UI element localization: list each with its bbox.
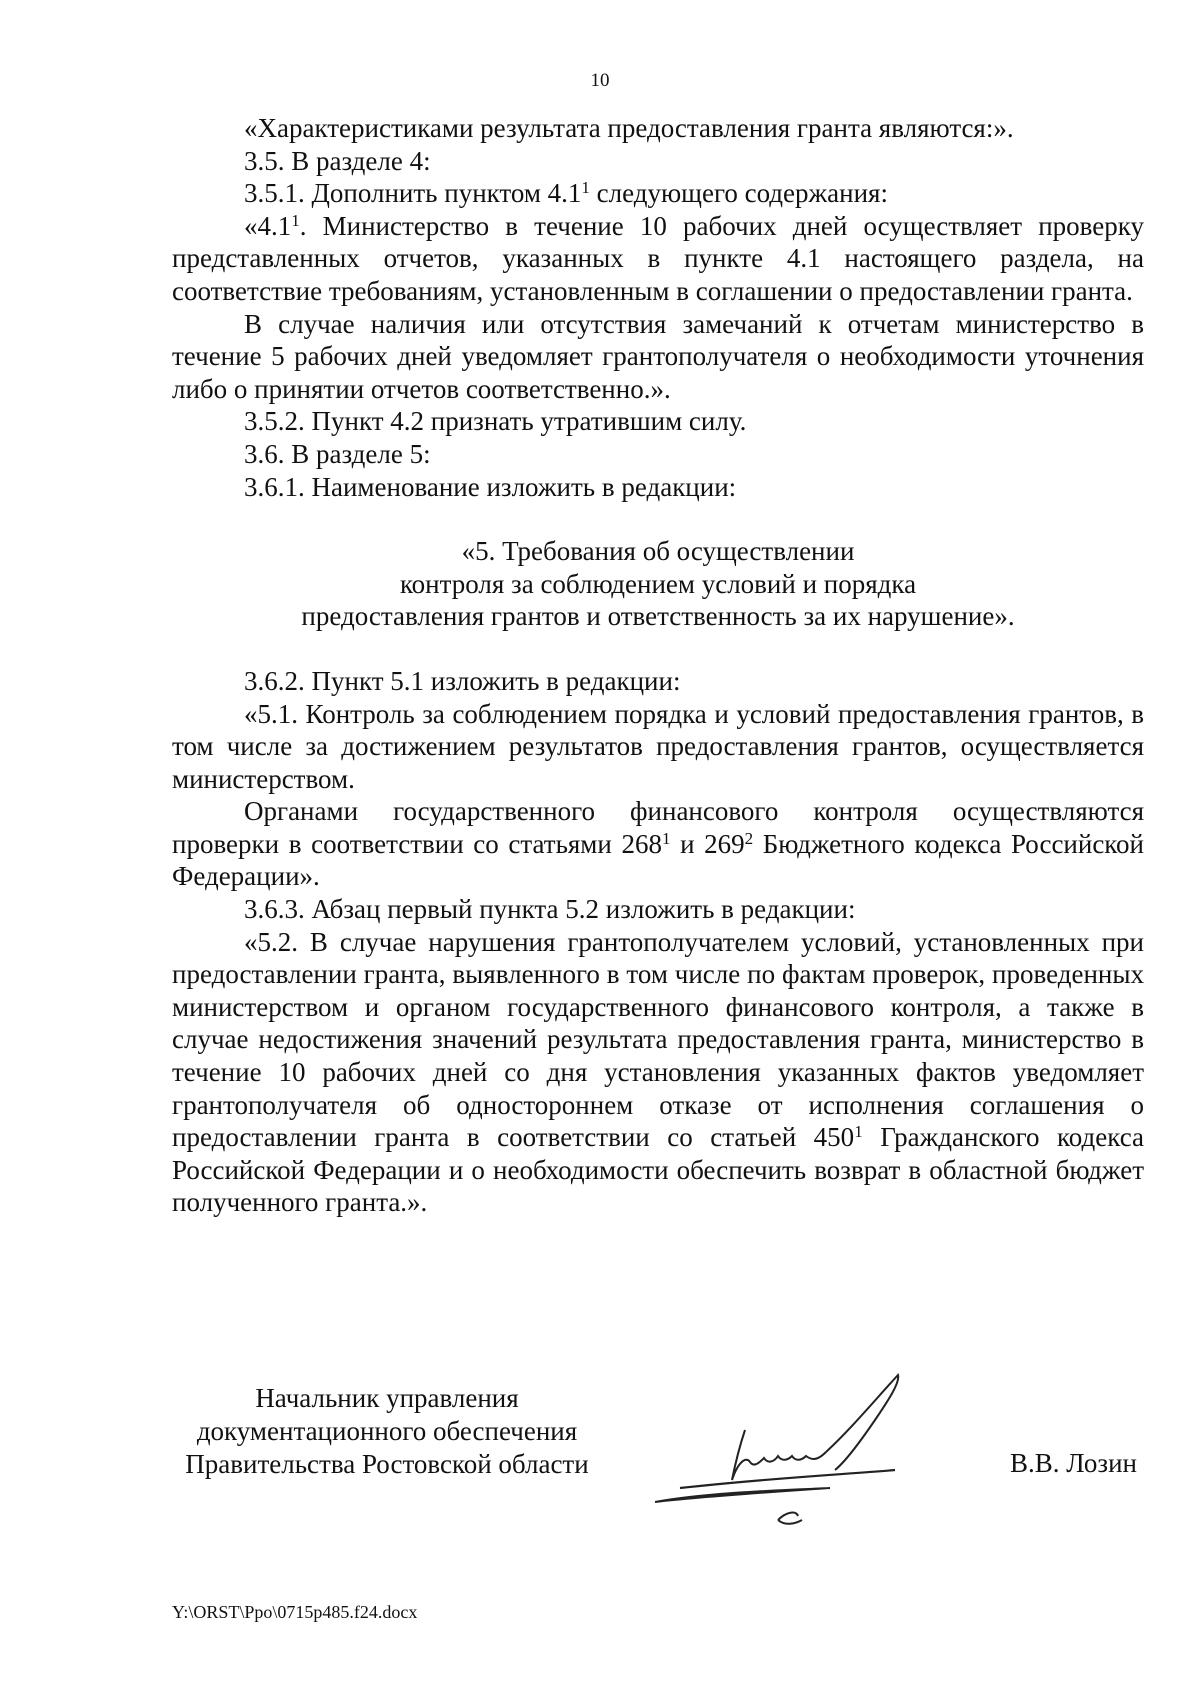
paragraph-5-1: «5.1. Контроль за соблюдением порядка и условий предоставления грантов, в том числе за достижением результатов предоставления грантов, осуществляется министерством. <box>172 698 1144 794</box>
heading-line: «5. Требования об осуществлении <box>461 536 855 567</box>
signatory-name: В.В. Лозин <box>1010 1448 1137 1478</box>
paragraph-3-6-3: 3.6.3. Абзац первый пункта 5.2 изложить в редакции: <box>244 894 856 925</box>
paragraph-results-characteristics: «Характеристиками результата предоставления гранта являются:». <box>244 113 1014 143</box>
signatory-title-line: Правительства Ростовской области <box>185 1449 589 1479</box>
heading-line: предоставления грантов и ответственность за их нарушение». <box>301 601 1015 632</box>
paragraph-5-2: «5.2. В случае нарушения грантополучателем условий, установленных при предоставлении гранта, выявленного в том числе по фактам проверок, проведенных министерством и органом государственного финансового контроля, а также в случае недостижения значений результата предоставления гранта, министерство в течение 10 рабочих дней со дня установления указанных фактов уведомляет грантополучателя об одностороннем отказе от исполнения соглашения о предоставлении гранта в соответствии со статьей $450^1$ Гражданского кодекса Российской Федерации и о необходимости обеспечить возврат в областной бюджет полученного гранта.». <box>172 926 1144 1218</box>
file-path: Y:\ORST\Ppo\0715p485.f24.docx <box>172 1602 418 1622</box>
paragraph-3-5: 3.5. В разделе 4: <box>244 145 431 176</box>
handwritten-signature <box>650 1370 980 1540</box>
paragraph-financial-control: Органами государственного финансового контроля осуществляются проверки в соответствии со статьями $268^1$ и $269^2$ Бюджетного кодекса Российской Федерации». <box>172 796 1145 892</box>
paragraph-remarks: В случае наличия или отсутствия замечаний к отчетам министерство в течение 5 рабочих дней уведомляет грантополучателя о необходимости уточнения либо о принятии отчетов соответственно.». <box>172 308 1144 404</box>
paragraph-3-6-2: 3.6.2. Пункт 5.1 изложить в редакции: <box>244 665 681 696</box>
paragraph-3-6-1: 3.6.1. Наименование изложить в редакции: <box>244 471 737 502</box>
page-number: 10 <box>590 70 610 91</box>
signatory-title-line: Начальник управления <box>255 1383 519 1413</box>
section-5-heading <box>172 535 1144 633</box>
paragraph-3-5-1: 3.5.1. Дополнить пунктом $4.1^1$ следующего содержания: <box>244 178 888 209</box>
paragraph-4-1-1: «$4.1^1$. Министерство в течение 10 рабочих дней осуществляет проверку представленных отчетов, указанных в пункте 4.1 настоящего раздела, на соответствие требованиям, установленным в соглашении о предоставлении гранта. <box>172 210 1144 306</box>
heading-line: контроля за соблюдением условий и порядка <box>399 568 917 599</box>
document-body <box>172 112 1144 1219</box>
signatory-title <box>172 1382 602 1481</box>
paragraph-3-5-2: 3.5.2. Пункт 4.2 признать утратившим силу. <box>244 406 747 437</box>
signatory-title-line: документационного обеспечения <box>196 1416 578 1446</box>
paragraph-3-6: 3.6. В разделе 5: <box>244 438 431 469</box>
